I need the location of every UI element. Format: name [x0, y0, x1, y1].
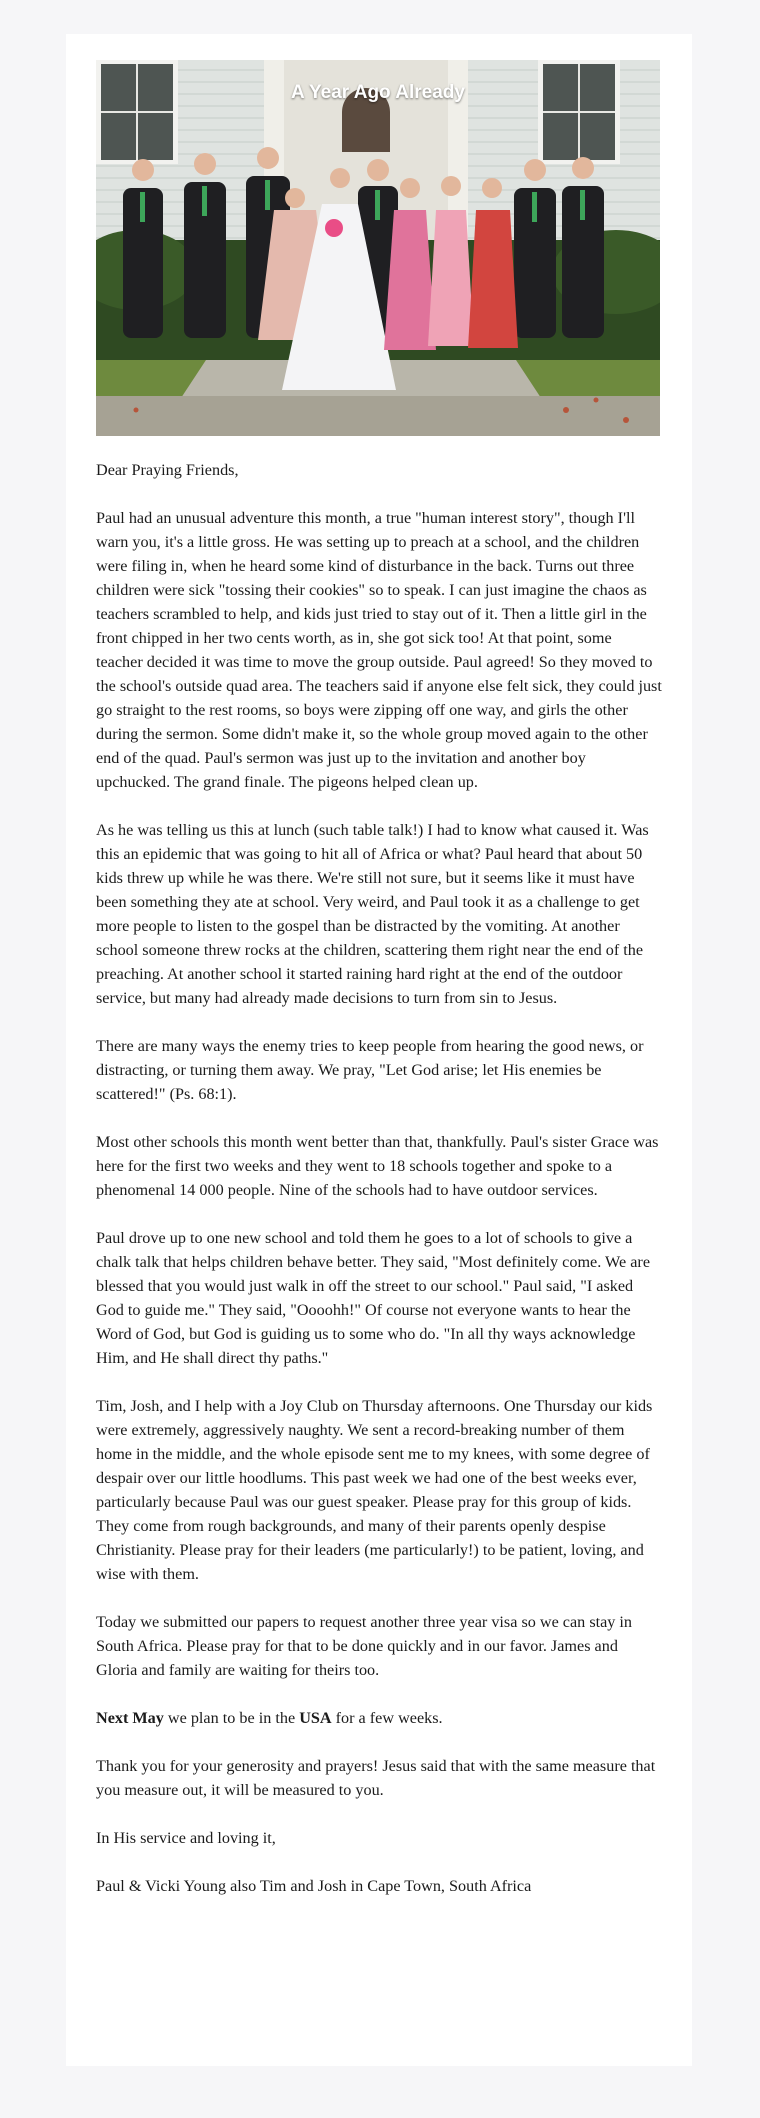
next-may-bold: Next May: [96, 1709, 164, 1727]
paragraph-next-may: [96, 1706, 662, 1730]
paragraph-lunch-talk: As he was telling us this at lunch (such table talk!) I had to know what caused it. Was this an epidemic that was going to hit all of Africa or what? Paul heard that about 50 kids threw up while he was there. We're still not sure, but it seems like it must have been something they ate at school. Very weird, and Paul took it as a challenge to get more people to listen to the gospel than be distracted by the vomiting. At another school someone threw rocks at the children, scattering them right near the end of the preaching. At another school it started raining hard right at the end of the outdoor service, but many had already made decisions to turn from sin to Jesus.: [96, 821, 649, 1007]
newsletter-page: [66, 34, 692, 2066]
paragraph-sick-children: Paul had an unusual adventure this month, a true "human interest story", though I'll warn you, it's a little gross. He was setting up to preach at a school, and the children were filing in, when he heard some kind of disturbance in the back. Turns out three children were sick "tossing their cookies" so to speak. I can just imagine the chaos as teachers scrambled to help, and kids just tried to stay out of it. Then a little girl in the front chipped in her two cents worth, as in, she got sick too! At that point, some teacher decided it was time to move the group outside. Paul agreed! So they moved to the school's outside quad area. The teachers said if anyone else felt sick, they could just go straight to the rest rooms, so boys were zipping off one way, and girls the other during the sermon. Some didn't make it, so the whole group moved again to the other end of the quad. Paul's sermon was just up to the invitation and another boy upchucked. The grand finale. The pigeons helped clean up.: [96, 509, 662, 791]
paragraph-thank-you: Thank you for your generosity and prayers! Jesus said that with the same measure that you measure out, it will be measured to you.: [96, 1757, 656, 1799]
closing: In His service and loving it,: [96, 1829, 276, 1847]
usa-bold: USA: [299, 1709, 332, 1727]
paragraph-joy-club: Tim, Josh, and I help with a Joy Club on Thursday afternoons. One Thursday our kids were extremely, aggressively naughty. We sent a record-breaking number of them home in the middle, and the whole episode sent me to my knees, with some degree of despair over our little hoodlums. This past week we had one of the best weeks ever, particularly because Paul was our guest speaker. Please pray for this group of kids. They come from rough backgrounds, and many of their parents openly despise Christianity. Please pray for their leaders (me particularly!) to be patient, loving, and wise with them.: [96, 1397, 653, 1583]
greeting: Dear Praying Friends,: [96, 461, 239, 479]
signature: Paul & Vicki Young also Tim and Josh in Cape Town, South Africa: [96, 1877, 532, 1895]
paragraph-other-schools: Most other schools this month went better than that, thankfully. Paul's sister Grace was here for the first two weeks and they went to 18 schools together and spoke to a phenomenal 14 000 people. Nine of the schools had to have outdoor services.: [96, 1133, 659, 1199]
paragraph-enemy-tries: There are many ways the enemy tries to keep people from hearing the good news, or distracting, or turning them away. We pray, "Let God arise; let His enemies be scattered!" (Ps. 68:1).: [96, 1037, 644, 1103]
paragraph-new-school: Paul drove up to one new school and told them he goes to a lot of schools to give a chalk talk that helps children behave better. They said, "Most definitely come. We are blessed that you would just walk in off the street to our school." Paul said, "I asked God to guide me." They said, "Oooohh!" Of course not everyone wants to hear the Word of God, but God is guiding us to some who do. "In all thy ways acknowledge Him, and He shall direct thy paths.": [96, 1229, 651, 1367]
wedding-photo: [96, 60, 660, 436]
letter-body: [96, 458, 662, 1922]
paragraph-visa: Today we submitted our papers to request another three year visa so we can stay in South Africa. Please pray for that to be done quickly and in our favor. James and Gloria and family are waiting for theirs too.: [96, 1613, 633, 1679]
photo-caption: A Year Ago Already: [291, 82, 465, 103]
wedding-photo-illustration: [96, 60, 660, 436]
next-may-text-1: we plan to be in the: [163, 1709, 300, 1727]
next-may-text-2: for a few weeks.: [331, 1709, 443, 1727]
